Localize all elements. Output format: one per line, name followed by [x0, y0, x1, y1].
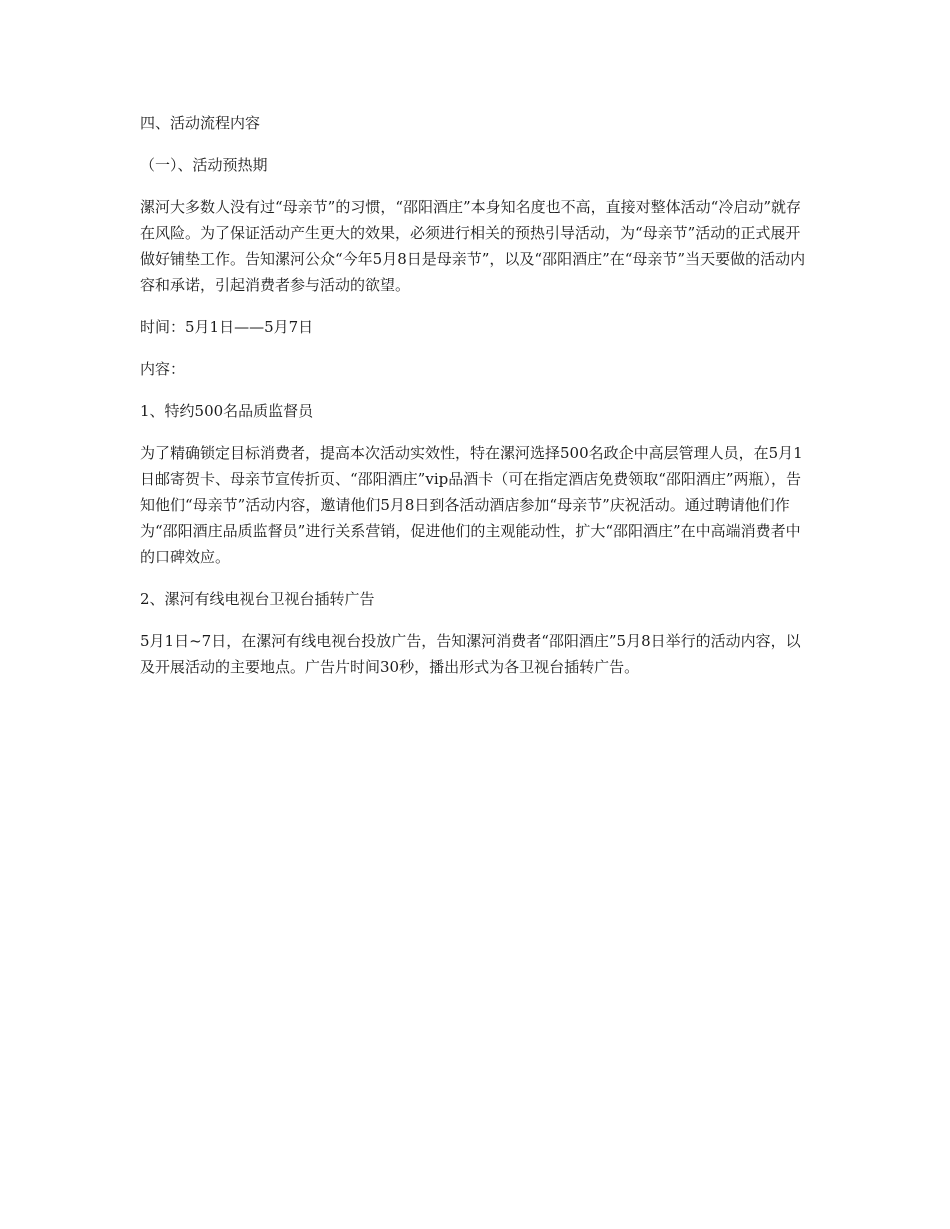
item1-title: 1、特约500名品质监督员 — [140, 402, 314, 420]
time-line: 时间：5月1日——5月7日 — [140, 318, 314, 336]
intro-paragraph: 漯河大多数人没有过“母亲节”的习惯，“邵阳酒庄”本身知名度也不高，直接对整体活动“冷启动”就存在风险。为了保证活动产生更大的效果，必须进行相关的预热引导活动，为“母亲节”活动的正式展开做好铺垫工作。告知漯河公众“今年5月8日是母亲节”，以及“邵阳酒庄”在“母亲节”当天要做的活动内容和承诺，引起消费者参与活动的欲望。 — [140, 198, 806, 294]
item2-title: 2、漯河有线电视台卫视台插转广告 — [140, 590, 375, 608]
subsection-title: （一）、活动预热期 — [140, 156, 268, 174]
section-title: 四、活动流程内容 — [140, 114, 261, 132]
content-label: 内容： — [140, 360, 186, 378]
item2-paragraph: 5月1日~7日，在漯河有线电视台投放广告，告知漯河消费者“邵阳酒庄”5月8日举行的活动内容，以及开展活动的主要地点。广告片时间30秒，播出形式为各卫视台插转广告。 — [140, 632, 801, 676]
document-body — [140, 110, 812, 696]
item1-paragraph: 为了精确锁定目标消费者，提高本次活动实效性，特在漯河选择500名政企中高层管理人员，在5月1日邮寄贺卡、母亲节宣传折页、“邵阳酒庄”vip品酒卡（可在指定酒店免费领取“邵阳酒庄”两瓶），告知他们“母亲节”活动内容，邀请他们5月8日到各活动酒店参加“母亲节”庆祝活动。通过聘请他们作为“邵阳酒庄品质监督员”进行关系营销，促进他们的主观能动性，扩大“邵阳酒庄”在中高端消费者中的口碑效应。 — [140, 444, 803, 566]
